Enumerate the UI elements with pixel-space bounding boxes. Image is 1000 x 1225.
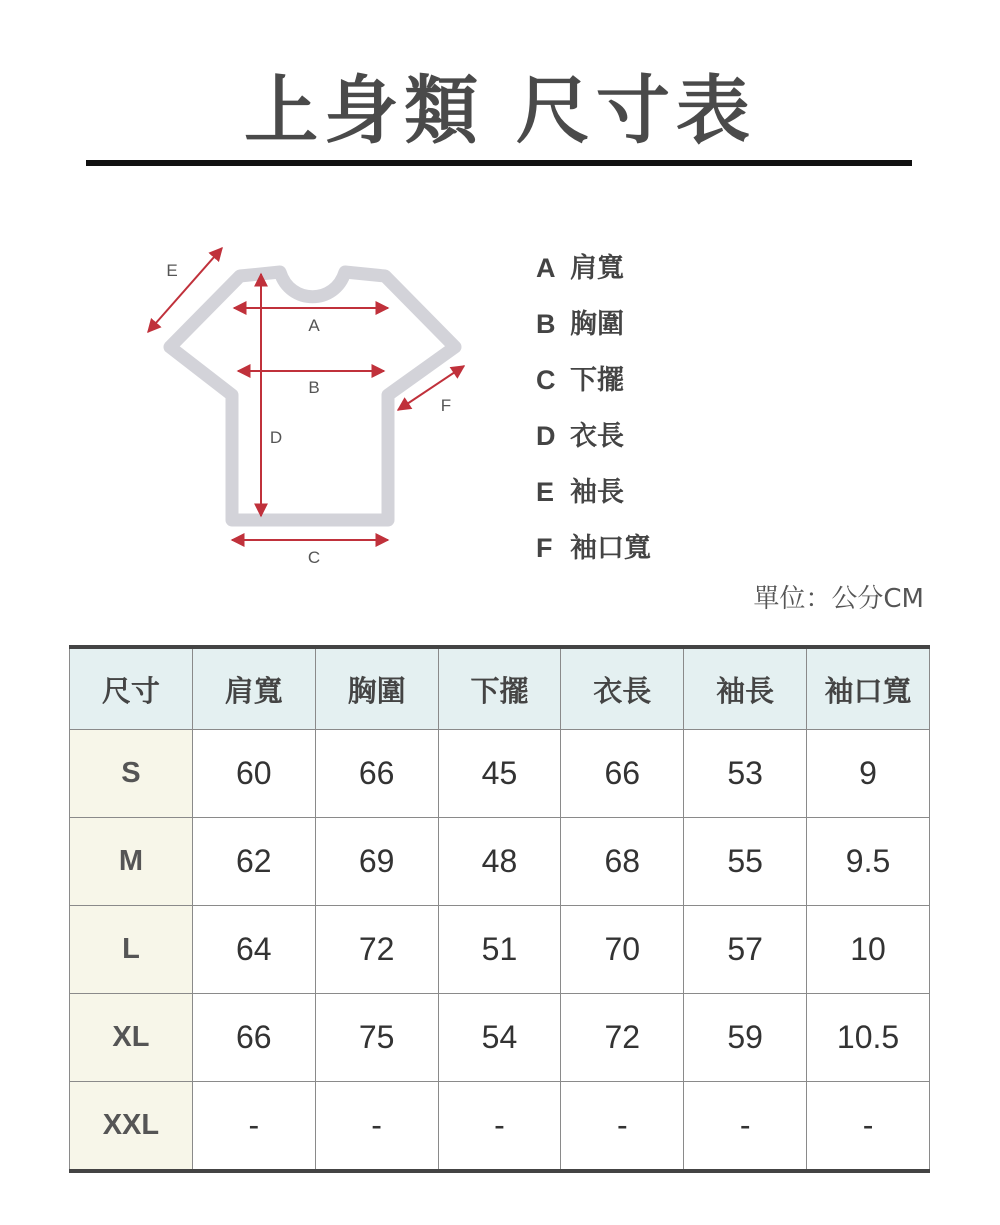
arrow-e xyxy=(148,248,222,332)
table-cell: - xyxy=(561,1082,684,1172)
table-cell: 53 xyxy=(684,730,807,818)
size-label: XXL xyxy=(70,1082,193,1172)
page-title: 上身類 尺寸表 xyxy=(244,68,756,154)
label-d: D xyxy=(269,428,283,447)
table-row xyxy=(70,906,930,994)
table-header-row xyxy=(70,647,930,730)
table-cell: 59 xyxy=(684,994,807,1082)
table-cell: 75 xyxy=(315,994,438,1082)
header-chest: 胸圍 xyxy=(315,647,438,730)
table-cell: 51 xyxy=(438,906,561,994)
legend-item-d: D 衣長 xyxy=(536,421,624,452)
legend-item-b: B 胸圍 xyxy=(536,309,624,340)
shirt-diagram xyxy=(130,230,490,570)
table-cell: 69 xyxy=(315,818,438,906)
size-label: M xyxy=(70,818,193,906)
table-cell: 72 xyxy=(561,994,684,1082)
header-sleeve-length: 袖長 xyxy=(684,647,807,730)
title-divider xyxy=(86,160,912,166)
size-table xyxy=(69,645,930,1173)
legend-item-f: F 袖口寬 xyxy=(536,533,651,564)
label-f: F xyxy=(440,396,452,415)
label-b: B xyxy=(308,378,320,397)
size-label: XL xyxy=(70,994,193,1082)
header-size: 尺寸 xyxy=(70,647,193,730)
table-row xyxy=(70,730,930,818)
table-cell: 68 xyxy=(561,818,684,906)
unit-note: 單位：公分CM xyxy=(753,584,924,614)
table-cell: 57 xyxy=(684,906,807,994)
table-cell: 66 xyxy=(561,730,684,818)
table-row xyxy=(70,1082,930,1172)
table-cell: 45 xyxy=(438,730,561,818)
table-cell: 70 xyxy=(561,906,684,994)
table-cell: 9 xyxy=(807,730,930,818)
table-cell: 60 xyxy=(192,730,315,818)
table-cell: 62 xyxy=(192,818,315,906)
table-cell: 66 xyxy=(315,730,438,818)
table-cell: 64 xyxy=(192,906,315,994)
size-label: S xyxy=(70,730,193,818)
table-cell: 66 xyxy=(192,994,315,1082)
table-cell: 54 xyxy=(438,994,561,1082)
table-cell: 55 xyxy=(684,818,807,906)
size-label: L xyxy=(70,906,193,994)
label-a: A xyxy=(308,316,320,335)
table-cell: 48 xyxy=(438,818,561,906)
legend-item-a: A 肩寬 xyxy=(536,253,624,284)
table-cell: 72 xyxy=(315,906,438,994)
table-cell: 10 xyxy=(807,906,930,994)
table-cell: - xyxy=(438,1082,561,1172)
table-cell: - xyxy=(684,1082,807,1172)
label-e: E xyxy=(166,261,178,280)
table-cell: - xyxy=(192,1082,315,1172)
legend-item-c: C 下擺 xyxy=(536,365,624,396)
table-cell: - xyxy=(807,1082,930,1172)
table-cell: 9.5 xyxy=(807,818,930,906)
table-row xyxy=(70,994,930,1082)
header-shoulder: 肩寬 xyxy=(192,647,315,730)
header-length: 衣長 xyxy=(561,647,684,730)
table-cell: 10.5 xyxy=(807,994,930,1082)
header-hem: 下擺 xyxy=(438,647,561,730)
table-row xyxy=(70,818,930,906)
legend-item-e: E 袖長 xyxy=(536,477,624,508)
label-c: C xyxy=(307,548,321,567)
header-cuff-width: 袖口寬 xyxy=(807,647,930,730)
measurement-legend xyxy=(536,246,651,582)
table-cell: - xyxy=(315,1082,438,1172)
